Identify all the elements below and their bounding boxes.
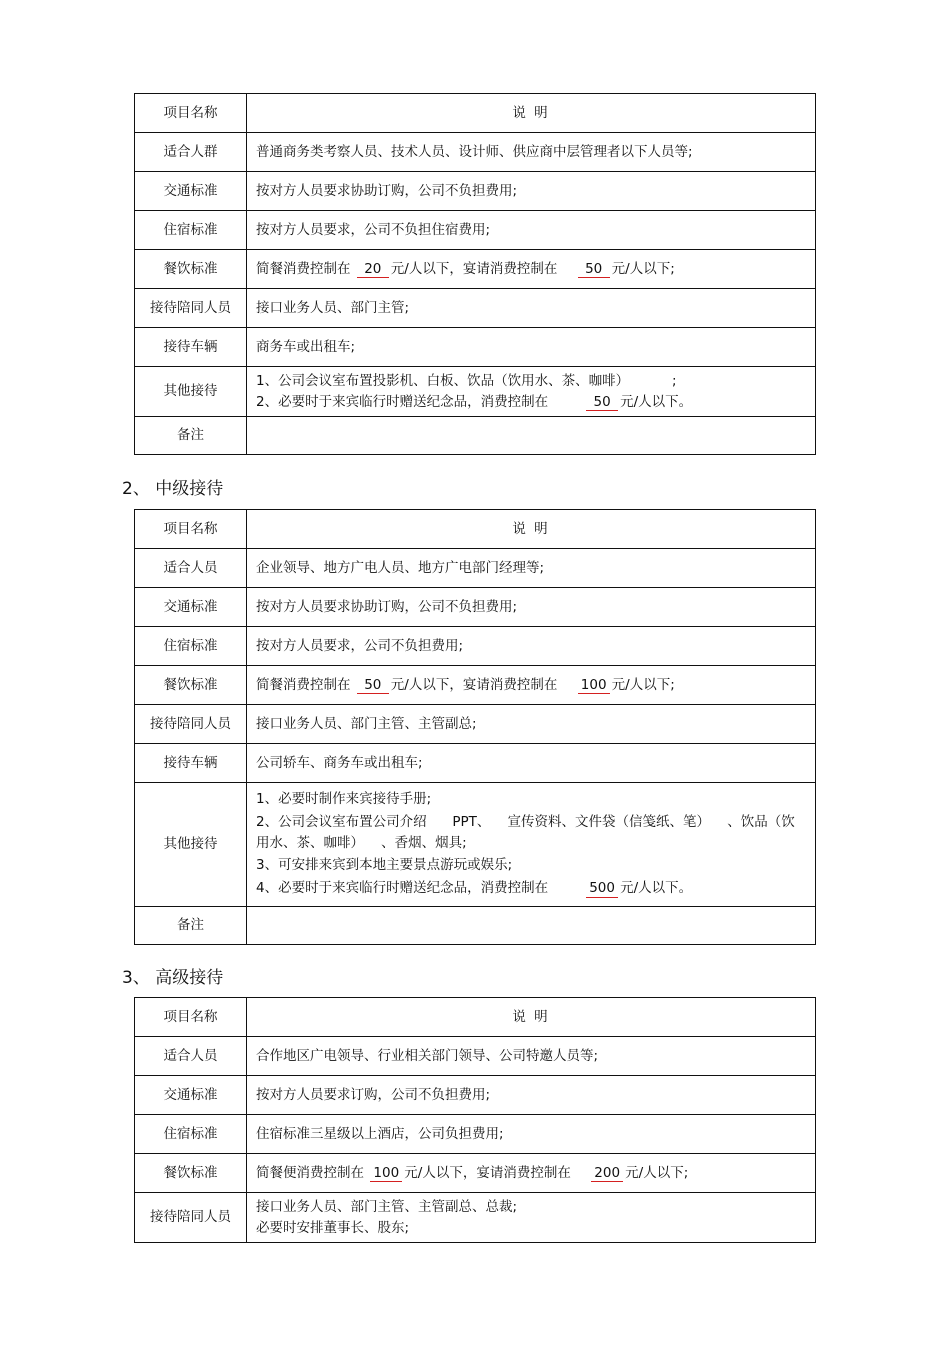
table-row <box>135 417 816 455</box>
row-key: 备注 <box>135 417 247 455</box>
row-value <box>247 367 816 417</box>
row-value: 住宿标准三星级以上酒店，公司负担费用; <box>247 1115 816 1154</box>
row-key: 接待陪同人员 <box>135 289 247 328</box>
row-value: 按对方人员要求协助订购，公司不负担费用; <box>247 172 816 211</box>
reception-table-advanced <box>134 997 816 1243</box>
section-heading-intermediate: 2、 中级接待 <box>122 479 224 499</box>
text: 元/人以下; <box>611 260 675 277</box>
text: 元/人以下; <box>611 676 675 693</box>
table-row <box>135 627 816 666</box>
row-key: 接待车辆 <box>135 744 247 783</box>
reception-table-basic <box>134 93 816 455</box>
row-key: 餐饮标准 <box>135 666 247 705</box>
row-key: 交通标准 <box>135 172 247 211</box>
header-key: 项目名称 <box>135 510 247 549</box>
row-key: 适合人员 <box>135 1037 247 1076</box>
table-row <box>135 1076 816 1115</box>
row-value-empty <box>247 417 816 455</box>
table-row <box>135 783 816 907</box>
row-value <box>247 250 816 289</box>
table-row <box>135 666 816 705</box>
row-key: 餐饮标准 <box>135 250 247 289</box>
row-key: 交通标准 <box>135 588 247 627</box>
underlined-amount: 200 <box>591 1166 623 1183</box>
table-header-row <box>135 510 816 549</box>
text-line <box>256 392 806 412</box>
row-key: 住宿标准 <box>135 627 247 666</box>
row-value: 企业领导、地方广电人员、地方广电部门经理等; <box>247 549 816 588</box>
underlined-amount: 50 <box>578 262 610 279</box>
text: 元/人以下，宴请消费控制在 <box>404 1164 571 1181</box>
underlined-amount: 20 <box>357 262 389 279</box>
table-row <box>135 705 816 744</box>
underlined-amount: 100 <box>370 1166 402 1183</box>
header-description: 说 明 <box>247 998 816 1037</box>
table-row <box>135 588 816 627</box>
text: 简餐便消费控制在 <box>256 1164 364 1181</box>
row-value: 按对方人员要求，公司不负担住宿费用; <box>247 211 816 250</box>
table-row <box>135 328 816 367</box>
header-key: 项目名称 <box>135 998 247 1037</box>
row-value: 按对方人员要求，公司不负担费用; <box>247 627 816 666</box>
row-value: 商务车或出租车; <box>247 328 816 367</box>
underlined-amount: 100 <box>578 678 610 695</box>
row-key: 住宿标准 <box>135 1115 247 1154</box>
text-line: 1、公司会议室布置投影机、白板、饮品（饮用水、茶、咖啡） ; <box>256 373 677 390</box>
underlined-amount: 50 <box>586 395 618 412</box>
underlined-amount: 500 <box>586 881 618 898</box>
row-value <box>247 783 816 907</box>
text-line <box>256 877 806 901</box>
row-key: 餐饮标准 <box>135 1154 247 1193</box>
row-key: 住宿标准 <box>135 211 247 250</box>
text: 4、必要时于来宾临行时赠送纪念品，消费控制在 <box>256 880 549 897</box>
text: 简餐消费控制在 <box>256 260 351 277</box>
table-header-row <box>135 94 816 133</box>
text-line: 2、公司会议室布置公司介绍 PPT、 宣传资料、文件袋（信笺纸、笔） 、饮品（饮用水、茶、咖啡） 、香烟、烟具; <box>256 813 795 851</box>
row-value: 接口业务人员、部门主管、主管副总; <box>247 705 816 744</box>
reception-table-intermediate <box>134 509 816 945</box>
table-row <box>135 907 816 945</box>
table-header-row <box>135 998 816 1037</box>
text: 元/人以下，宴请消费控制在 <box>390 676 558 693</box>
row-key: 备注 <box>135 907 247 945</box>
row-value: 按对方人员要求协助订购，公司不负担费用; <box>247 588 816 627</box>
table-row <box>135 744 816 783</box>
row-key: 其他接待 <box>135 367 247 417</box>
text: 元/人以下; <box>625 1164 689 1181</box>
text-line: 必要时安排董事长、股东; <box>256 1219 410 1236</box>
text: 元/人以下。 <box>620 393 693 410</box>
text-line: 1、必要时制作来宾接待手册; <box>256 791 432 808</box>
row-key: 接待陪同人员 <box>135 1193 247 1243</box>
row-value: 接口业务人员、部门主管; <box>247 289 816 328</box>
row-value: 公司轿车、商务车或出租车; <box>247 744 816 783</box>
row-value: 按对方人员要求订购，公司不负担费用; <box>247 1076 816 1115</box>
table-row <box>135 1037 816 1076</box>
table-row <box>135 172 816 211</box>
row-value <box>247 1193 816 1243</box>
text-line: 接口业务人员、部门主管、主管副总、总裁; <box>256 1199 518 1216</box>
table-row <box>135 1193 816 1243</box>
header-description: 说 明 <box>247 94 816 133</box>
row-value <box>247 1154 816 1193</box>
table-row <box>135 1154 816 1193</box>
row-value: 合作地区广电领导、行业相关部门领导、公司特邀人员等; <box>247 1037 816 1076</box>
table-row <box>135 289 816 328</box>
header-key: 项目名称 <box>135 94 247 133</box>
row-key: 接待陪同人员 <box>135 705 247 744</box>
text: 简餐消费控制在 <box>256 676 351 693</box>
text: 元/人以下，宴请消费控制在 <box>390 260 558 277</box>
text: 元/人以下。 <box>620 880 693 897</box>
row-value: 普通商务类考察人员、技术人员、设计师、供应商中层管理者以下人员等; <box>247 133 816 172</box>
row-key: 交通标准 <box>135 1076 247 1115</box>
underlined-amount: 50 <box>357 678 389 695</box>
row-key: 适合人员 <box>135 549 247 588</box>
table-row <box>135 549 816 588</box>
table-row <box>135 250 816 289</box>
table-row <box>135 133 816 172</box>
row-value-empty <box>247 907 816 945</box>
text-line: 3、可安排来宾到本地主要景点游玩或娱乐; <box>256 856 513 873</box>
table-row <box>135 367 816 417</box>
section-heading-advanced: 3、 高级接待 <box>122 968 224 988</box>
row-key: 适合人群 <box>135 133 247 172</box>
row-key: 其他接待 <box>135 783 247 907</box>
table-row <box>135 1115 816 1154</box>
text: 2、必要时于来宾临行时赠送纪念品，消费控制在 <box>256 393 549 410</box>
row-key: 接待车辆 <box>135 328 247 367</box>
table-row <box>135 211 816 250</box>
row-value <box>247 666 816 705</box>
header-description: 说 明 <box>247 510 816 549</box>
